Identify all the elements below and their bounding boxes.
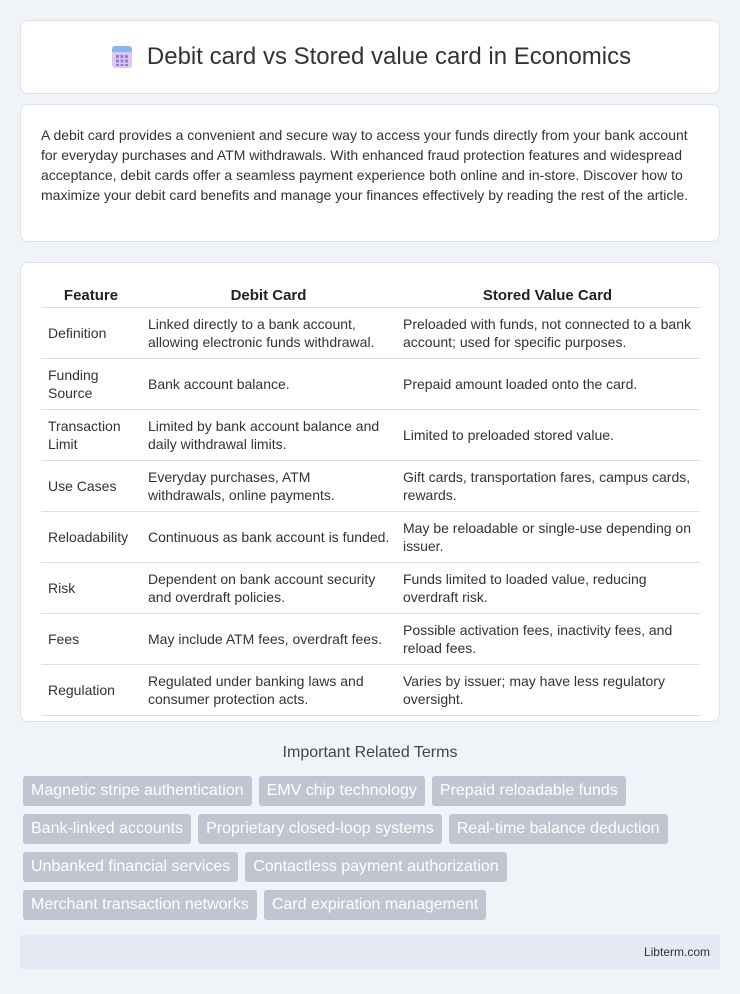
intro-paragraph: A debit card provides a convenient and secure way to access your funds directly from your bank account for everyday purchases and ATM withdrawals. With enhanced fraud protection features and widespread acceptance, debit cards offer a seamless payment experience both online and in-store. Discover how to maximize your debit card benefits and manage your finances effectively by reading the rest of the article. [41,127,689,203]
header-debit-card: Debit Card [141,283,396,308]
header-feature: Feature [41,283,141,308]
page-title: Debit card vs Stored value card in Economics [146,43,632,70]
related-terms-tags [20,776,720,920]
feature-cell: Definition [41,308,141,359]
table-row [41,563,699,614]
related-term-tag[interactable]: Real-time balance deduction [449,814,668,844]
related-term-tag[interactable]: Magnetic stripe authentication [23,776,252,806]
footer [20,935,720,969]
debit-cell: Continuous as bank account is funded. [141,512,396,563]
stored-value-cell: May be reloadable or single-use depending on issuer. [396,512,699,563]
feature-cell: Use Cases [41,461,141,512]
title-card [20,20,720,94]
related-term-tag[interactable]: Merchant transaction networks [23,890,257,920]
debit-cell: Bank account balance. [141,359,396,410]
debit-cell: Limited by bank account balance and daily withdrawal limits. [141,410,396,461]
related-term-tag[interactable]: Bank-linked accounts [23,814,191,844]
intro-card [20,104,720,242]
debit-cell: Everyday purchases, ATM withdrawals, online payments. [141,461,396,512]
stored-value-cell: Gift cards, transportation fares, campus cards, rewards. [396,461,699,512]
table-row [41,359,699,410]
stored-value-cell: Prepaid amount loaded onto the card. [396,359,699,410]
table-row [41,512,699,563]
debit-cell: Dependent on bank account security and overdraft policies. [141,563,396,614]
feature-cell: Transaction Limit [41,410,141,461]
debit-cell: Regulated under banking laws and consumer protection acts. [141,665,396,716]
feature-cell: Regulation [41,665,141,716]
footer-site-link[interactable]: Libterm.com [643,945,710,959]
related-term-tag[interactable]: Unbanked financial services [23,852,238,882]
feature-cell: Risk [41,563,141,614]
related-terms-section [20,744,720,920]
stored-value-cell: Limited to preloaded stored value. [396,410,699,461]
related-term-tag[interactable]: EMV chip technology [259,776,425,806]
table-row [41,614,699,665]
table-header-row [41,283,699,308]
related-term-tag[interactable]: Prepaid reloadable funds [432,776,626,806]
related-terms-title: Important Related Terms [282,744,458,761]
calculator-icon [109,44,135,70]
comparison-table [41,283,699,716]
feature-cell: Funding Source [41,359,141,410]
stored-value-cell: Preloaded with funds, not connected to a bank account; used for specific purposes. [396,308,699,359]
related-term-tag[interactable]: Card expiration management [264,890,486,920]
table-row [41,665,699,716]
table-row [41,410,699,461]
header-stored-value-card: Stored Value Card [396,283,699,308]
feature-cell: Reloadability [41,512,141,563]
comparison-table-card [20,262,720,722]
stored-value-cell: Varies by issuer; may have less regulatory oversight. [396,665,699,716]
feature-cell: Fees [41,614,141,665]
debit-cell: Linked directly to a bank account, allowing electronic funds withdrawal. [141,308,396,359]
table-row [41,461,699,512]
debit-cell: May include ATM fees, overdraft fees. [141,614,396,665]
stored-value-cell: Possible activation fees, inactivity fees, and reload fees. [396,614,699,665]
table-row [41,308,699,359]
stored-value-cell: Funds limited to loaded value, reducing overdraft risk. [396,563,699,614]
related-term-tag[interactable]: Proprietary closed-loop systems [198,814,442,844]
related-term-tag[interactable]: Contactless payment authorization [245,852,506,882]
